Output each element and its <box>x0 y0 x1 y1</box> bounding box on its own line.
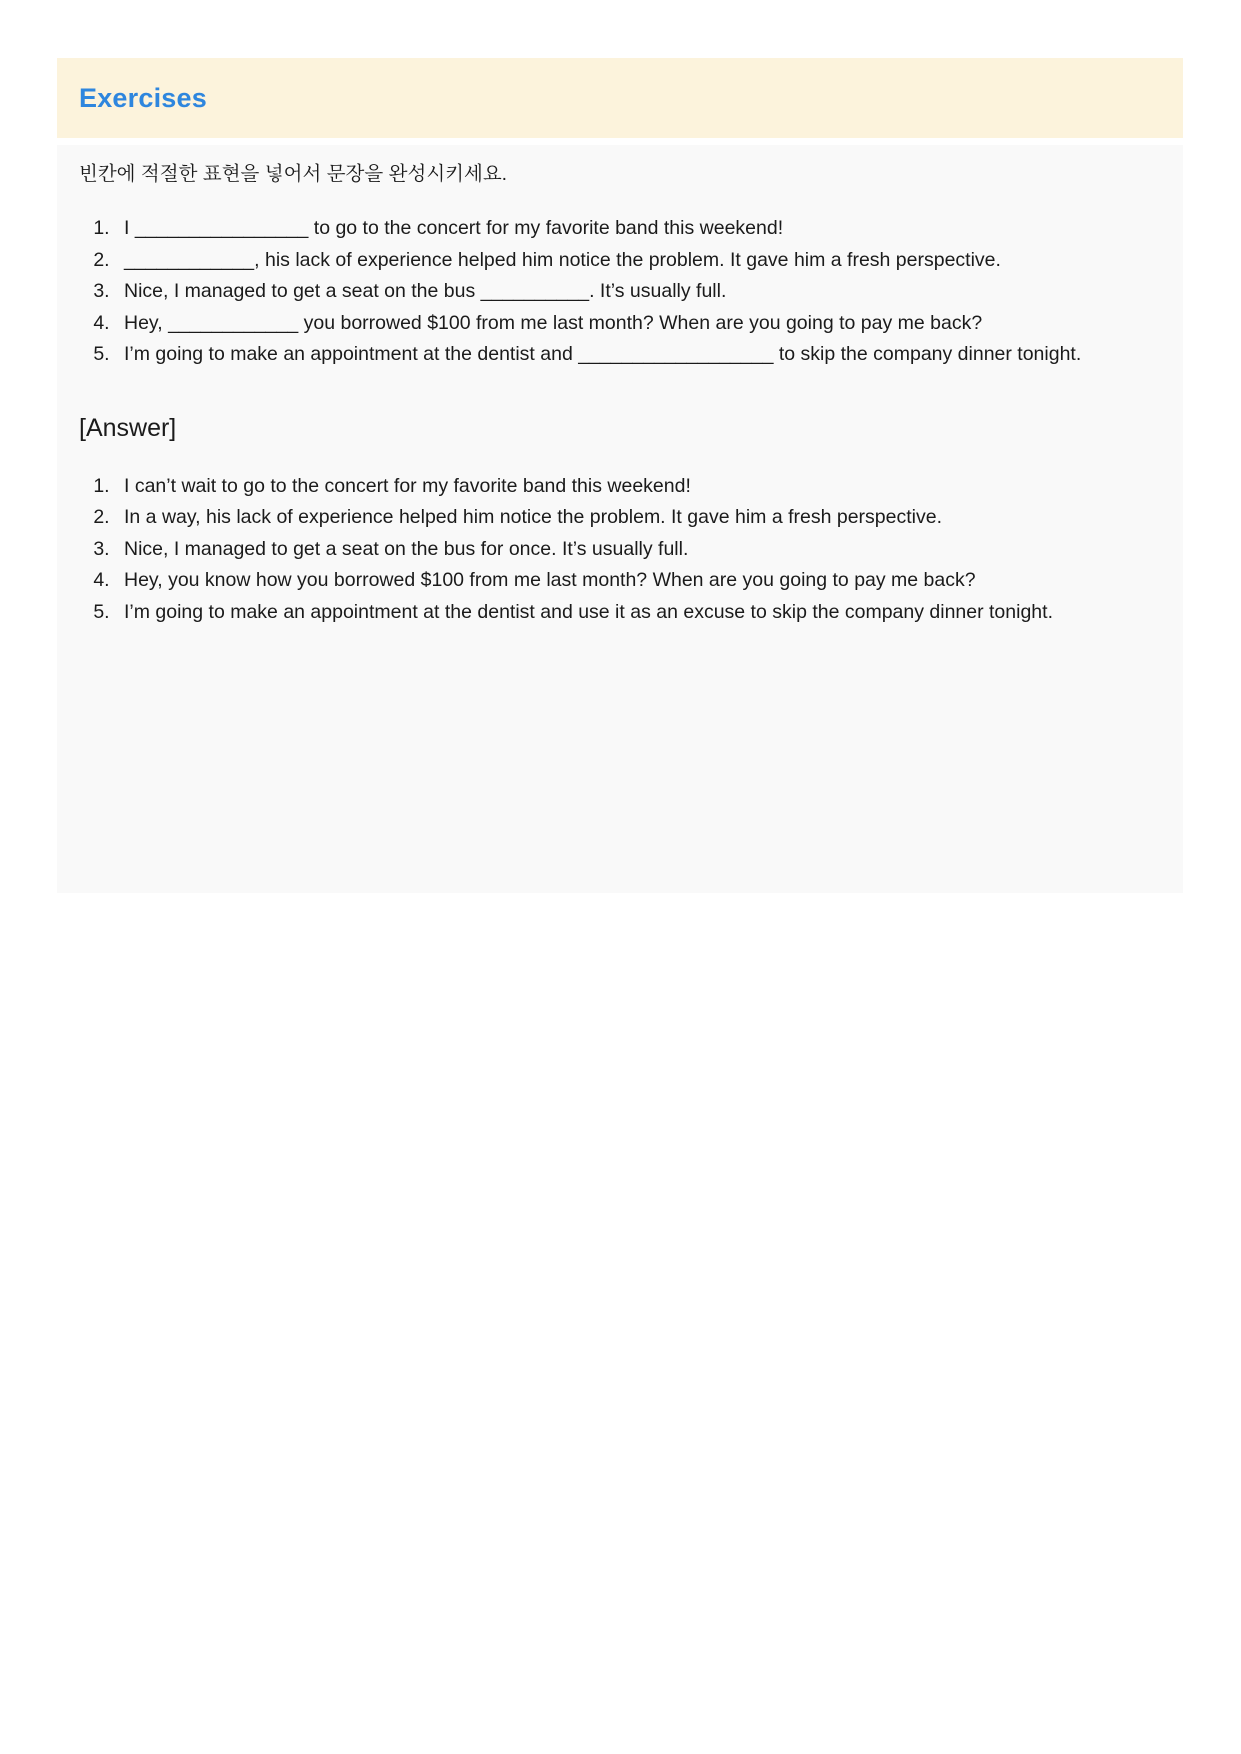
answer-item: 5. I’m going to make an appointment at the dentist and use it as an excuse to skip the company dinner tonight. <box>115 597 1161 629</box>
section-header-band <box>57 58 1183 138</box>
answer-list <box>79 471 1161 629</box>
exercise-content-box <box>57 145 1183 893</box>
section-title: Exercises <box>79 82 207 113</box>
answer-item: 3. Nice, I managed to get a seat on the bus for once. It’s usually full. <box>115 534 1161 566</box>
question-item: 2. ____________, his lack of experience helped him notice the problem. It gave him a fresh perspective. <box>115 245 1161 277</box>
question-item: 5. I’m going to make an appointment at the dentist and __________________ to skip the company dinner tonight. <box>115 339 1161 371</box>
question-item: 1. I ________________ to go to the concert for my favorite band this weekend! <box>115 213 1161 245</box>
question-list <box>79 213 1161 371</box>
answer-section-heading: [Answer] <box>79 413 177 442</box>
question-item: 3. Nice, I managed to get a seat on the bus __________. It’s usually full. <box>115 276 1161 308</box>
instruction-text: 빈칸에 적절한 표현을 넣어서 문장을 완성시키세요. <box>79 163 508 185</box>
worksheet-document <box>57 58 1183 893</box>
answer-item: 2. In a way, his lack of experience helped him notice the problem. It gave him a fresh perspective. <box>115 502 1161 534</box>
answer-item: 1. I can’t wait to go to the concert for my favorite band this weekend! <box>115 471 1161 503</box>
question-item: 4. Hey, ____________ you borrowed $100 from me last month? When are you going to pay me back? <box>115 308 1161 340</box>
answer-item: 4. Hey, you know how you borrowed $100 from me last month? When are you going to pay me back? <box>115 565 1161 597</box>
